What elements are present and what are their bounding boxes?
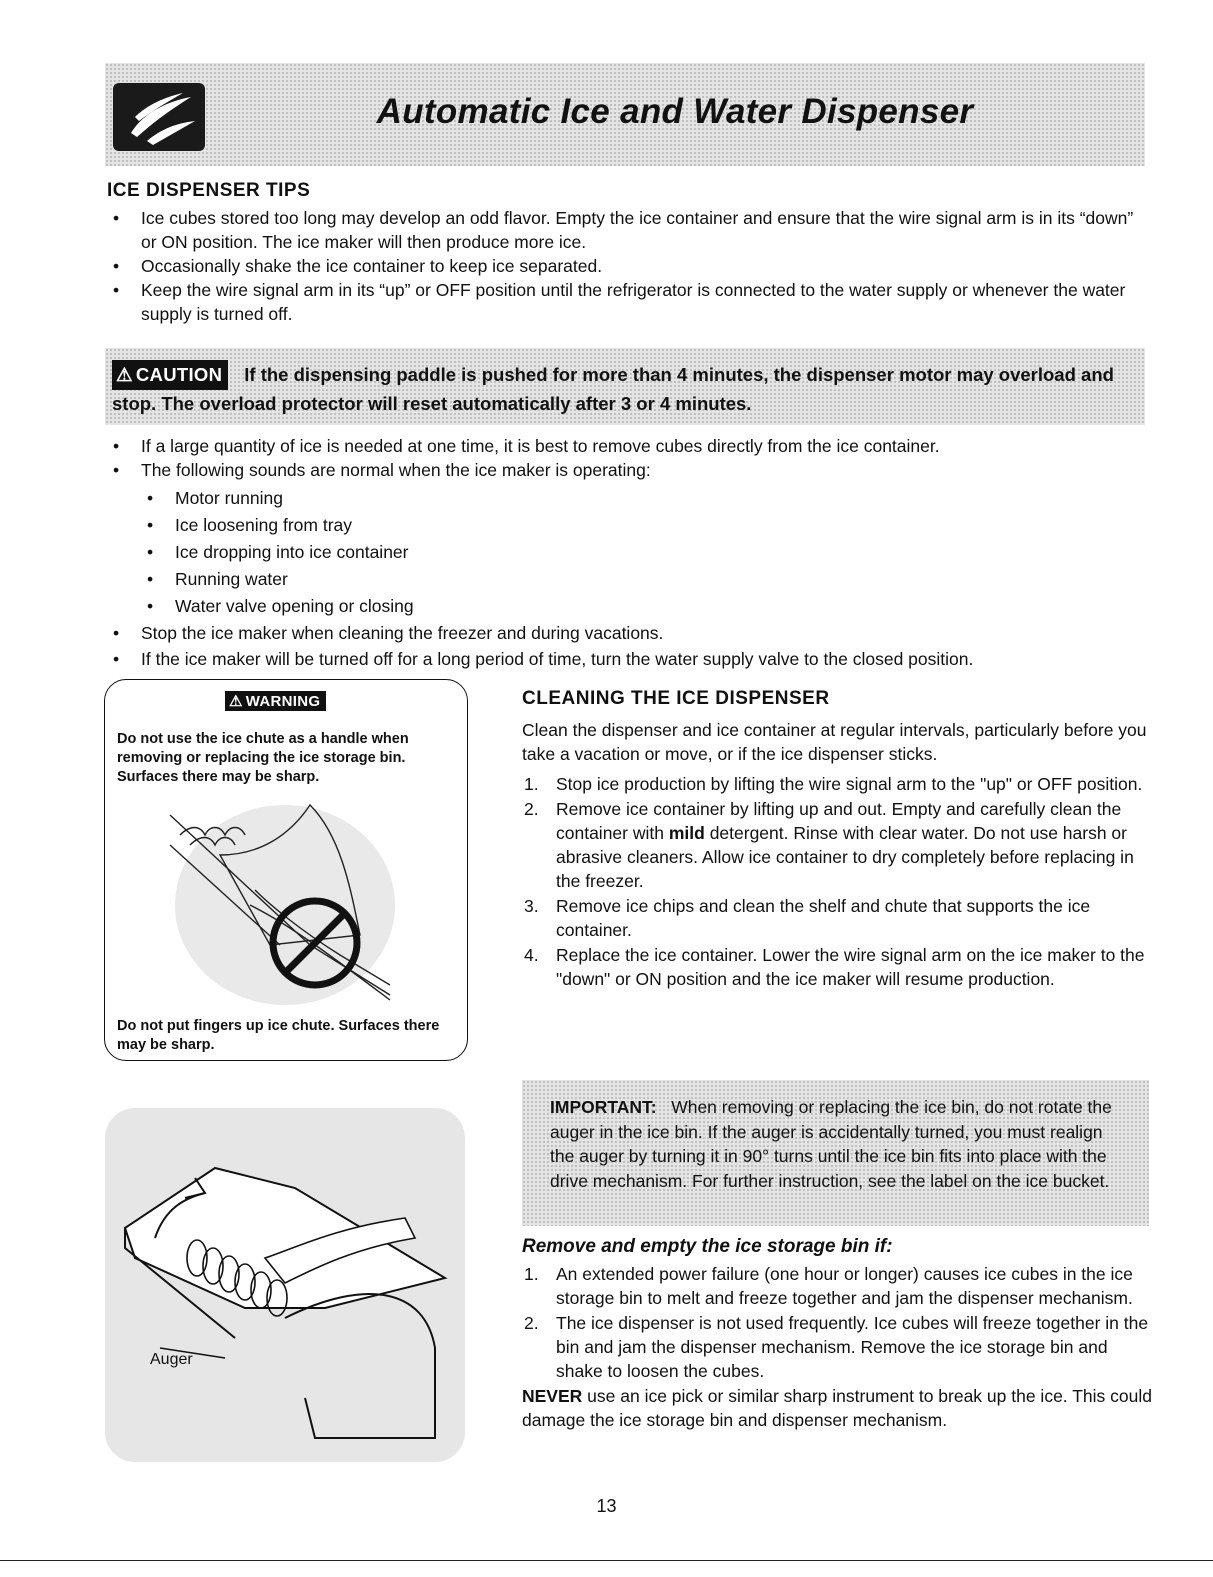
tips-list: [107, 434, 1147, 671]
remove-conditions: [522, 1262, 1152, 1383]
more-tips-section: [107, 434, 1147, 671]
list-item: • If a large quantity of ice is needed at one time, it is best to remove cubes directly from the ice container.: [107, 434, 1147, 458]
bottom-divider: [0, 1560, 1213, 1561]
list-item: • Ice loosening from tray: [141, 513, 1147, 537]
important-notice: [550, 1095, 1120, 1193]
list-item: 3. Remove ice chips and clean the shelf and chute that supports the ice container.: [524, 896, 1091, 940]
ice-bin-auger-illustration: [105, 1108, 465, 1462]
list-item: 2. Remove ice container by lifting up and out. Empty and carefully clean the container with mild detergent. Rinse with clear water. Do not use harsh or abrasive cleaners. Allow ice container to dry completely before replacing in the freezer.: [524, 799, 1134, 891]
section-heading: CLEANING THE ICE DISPENSER: [522, 688, 830, 709]
page-number: 13: [596, 1496, 617, 1516]
snowflake-leaves-icon: [113, 83, 205, 151]
list-item: • Ice dropping into ice container: [141, 540, 1147, 564]
list-item: 1. An extended power failure (one hour or longer) causes ice cubes in the ice storage bin to melt and freeze together and jam the dispenser mechanism.: [524, 1264, 1133, 1308]
sounds-list: [141, 486, 1147, 618]
tips-list: [107, 206, 1147, 326]
ice-chute-illustration: [160, 795, 400, 1015]
alert-triangle-icon: ⚠: [116, 364, 133, 385]
alert-triangle-icon: ⚠: [229, 693, 243, 710]
list-item: • Motor running: [141, 486, 1147, 510]
important-text: When removing or replacing the ice bin, do not rotate the auger in the ice bin. If the auger is accidentally turned, you must realign the auger by turning it in 90° turns until the ice bin fits into place with the drive mechanism. For further instruction, see the label on the ice bucket.: [550, 1097, 1112, 1191]
warning-text: Do not put fingers up ice chute. Surfaces there may be sharp.: [117, 1018, 440, 1053]
section-heading: Remove and empty the ice storage bin if:: [522, 1236, 893, 1257]
list-item: • Keep the wire signal arm in its “up” or OFF position until the refrigerator is connected to the water supply or whenever the water supply is turned off.: [107, 278, 1147, 326]
never-warning: NEVER use an ice pick or similar sharp instrument to break up the ice. This could damage the ice storage bin and dispenser mechanism.: [522, 1386, 1152, 1430]
list-item: • Water valve opening or closing: [141, 594, 1147, 618]
list-item: • Running water: [141, 567, 1147, 591]
list-item: • Ice cubes stored too long may develop an odd flavor. Empty the ice container and ensure that the wire signal arm is in its “down” or ON position. The ice maker will then produce more ice.: [107, 206, 1147, 254]
warning-badge: ⚠ WARNING: [225, 691, 326, 711]
list-item: • If the ice maker will be turned off for a long period of time, turn the water supply valve to the closed position.: [107, 647, 1147, 671]
cleaning-intro: Clean the dispenser and ice container at regular intervals, particularly before you take a vacation or move, or if the ice dispenser sticks.: [522, 720, 1147, 764]
caution-badge: ⚠ CAUTION: [112, 360, 228, 390]
list-item: • The following sounds are normal when the ice maker is operating: • Motor running • Ice loosening from tray • Ice dropping into ice container • Running water • Water valve opening or closing: [107, 458, 1147, 618]
important-label: IMPORTANT:: [550, 1097, 657, 1117]
page-title: Automatic Ice and Water Dispenser: [376, 92, 974, 131]
section-heading: ICE DISPENSER TIPS: [107, 180, 311, 201]
remove-bin-section: [522, 1236, 1152, 1432]
cleaning-steps: [522, 772, 1152, 991]
caution-notice: [112, 360, 1132, 418]
list-item: 2. The ice dispenser is not used frequently. Ice cubes will freeze together in the bin and jam the dispenser mechanism. Remove the ice storage bin and shake to loosen the cubes.: [524, 1313, 1149, 1381]
list-item: 4. Replace the ice container. Lower the wire signal arm on the ice maker to the "down" or ON position and the ice maker will resume production.: [524, 945, 1145, 989]
cleaning-section: [522, 688, 1152, 992]
list-item: • Stop the ice maker when cleaning the freezer and during vacations.: [107, 621, 1147, 645]
caution-text: If the dispensing paddle is pushed for more than 4 minutes, the dispenser motor may overload and stop. The overload protector will reset automatically after 3 or 4 minutes.: [112, 364, 1114, 414]
list-item: • Occasionally shake the ice container to keep ice separated.: [107, 254, 1147, 278]
ice-dispenser-tips-section: [107, 180, 1147, 326]
auger-label: Auger: [150, 1351, 193, 1368]
warning-text: Do not use the ice chute as a handle when removing or replacing the ice storage bin. Surfaces there may be sharp.: [117, 731, 409, 785]
list-item: 1. Stop ice production by lifting the wire signal arm to the "up" or OFF position.: [524, 774, 1143, 794]
